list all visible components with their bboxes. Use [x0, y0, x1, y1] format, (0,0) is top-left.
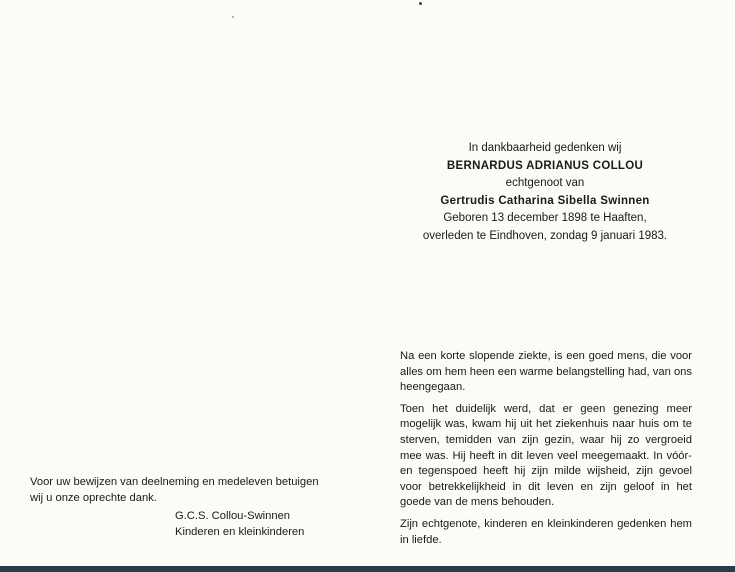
memorial-heading — [395, 140, 695, 245]
signature-block — [175, 509, 375, 540]
spouse-name: Gertrudis Catharina Sibella Swinnen — [440, 194, 650, 207]
heading-spouse-intro: echtgenoot van — [505, 177, 585, 189]
signature-widow: G.C.S. Collou-Swinnen — [175, 510, 291, 522]
thanks-note — [30, 475, 330, 506]
thanks-text: Voor uw bewijzen van deelneming en medeleven betuigen wij u onze oprechte dank. — [30, 476, 319, 504]
signature-family: Kinderen en kleinkinderen — [175, 525, 305, 538]
memorial-paragraph: Toen het duidelijk werd, dat er geen genezing meer mogelijk was, kwam hij uit het ziekenhuis naar huis om te sterven, temidden van zijn gezin, waar hij zo vergroeid mee was. Hij heeft in dit leven veel meegemaakt. In vóór- en tegenspoed heeft hij zijn milde wijsheid, zijn gevoel voor betrekkelijkheid in dit leven en zijn geloof in het goede van de mens behouden. — [400, 402, 692, 509]
scan-edge — [0, 566, 735, 572]
memorial-paragraph: Zijn echtgenote, kinderen en kleinkinderen gedenken hem in liefde. — [400, 517, 692, 546]
deceased-name: BERNARDUS ADRIANUS COLLOU — [446, 159, 644, 172]
birth-line: Geboren 13 december 1898 te Haaften, — [443, 212, 647, 224]
print-speck — [419, 2, 422, 5]
memorial-paragraph: Na een korte slopende ziekte, is een goed mens, die voor alles om hem heen een warme belangstelling had, van ons heengegaan. — [400, 350, 692, 394]
heading-intro: In dankbaarheid gedenken wij — [468, 142, 622, 154]
memorial-text — [400, 349, 692, 554]
print-speck — [232, 16, 234, 18]
death-line: overleden te Eindhoven, zondag 9 januari 1983. — [422, 229, 668, 242]
